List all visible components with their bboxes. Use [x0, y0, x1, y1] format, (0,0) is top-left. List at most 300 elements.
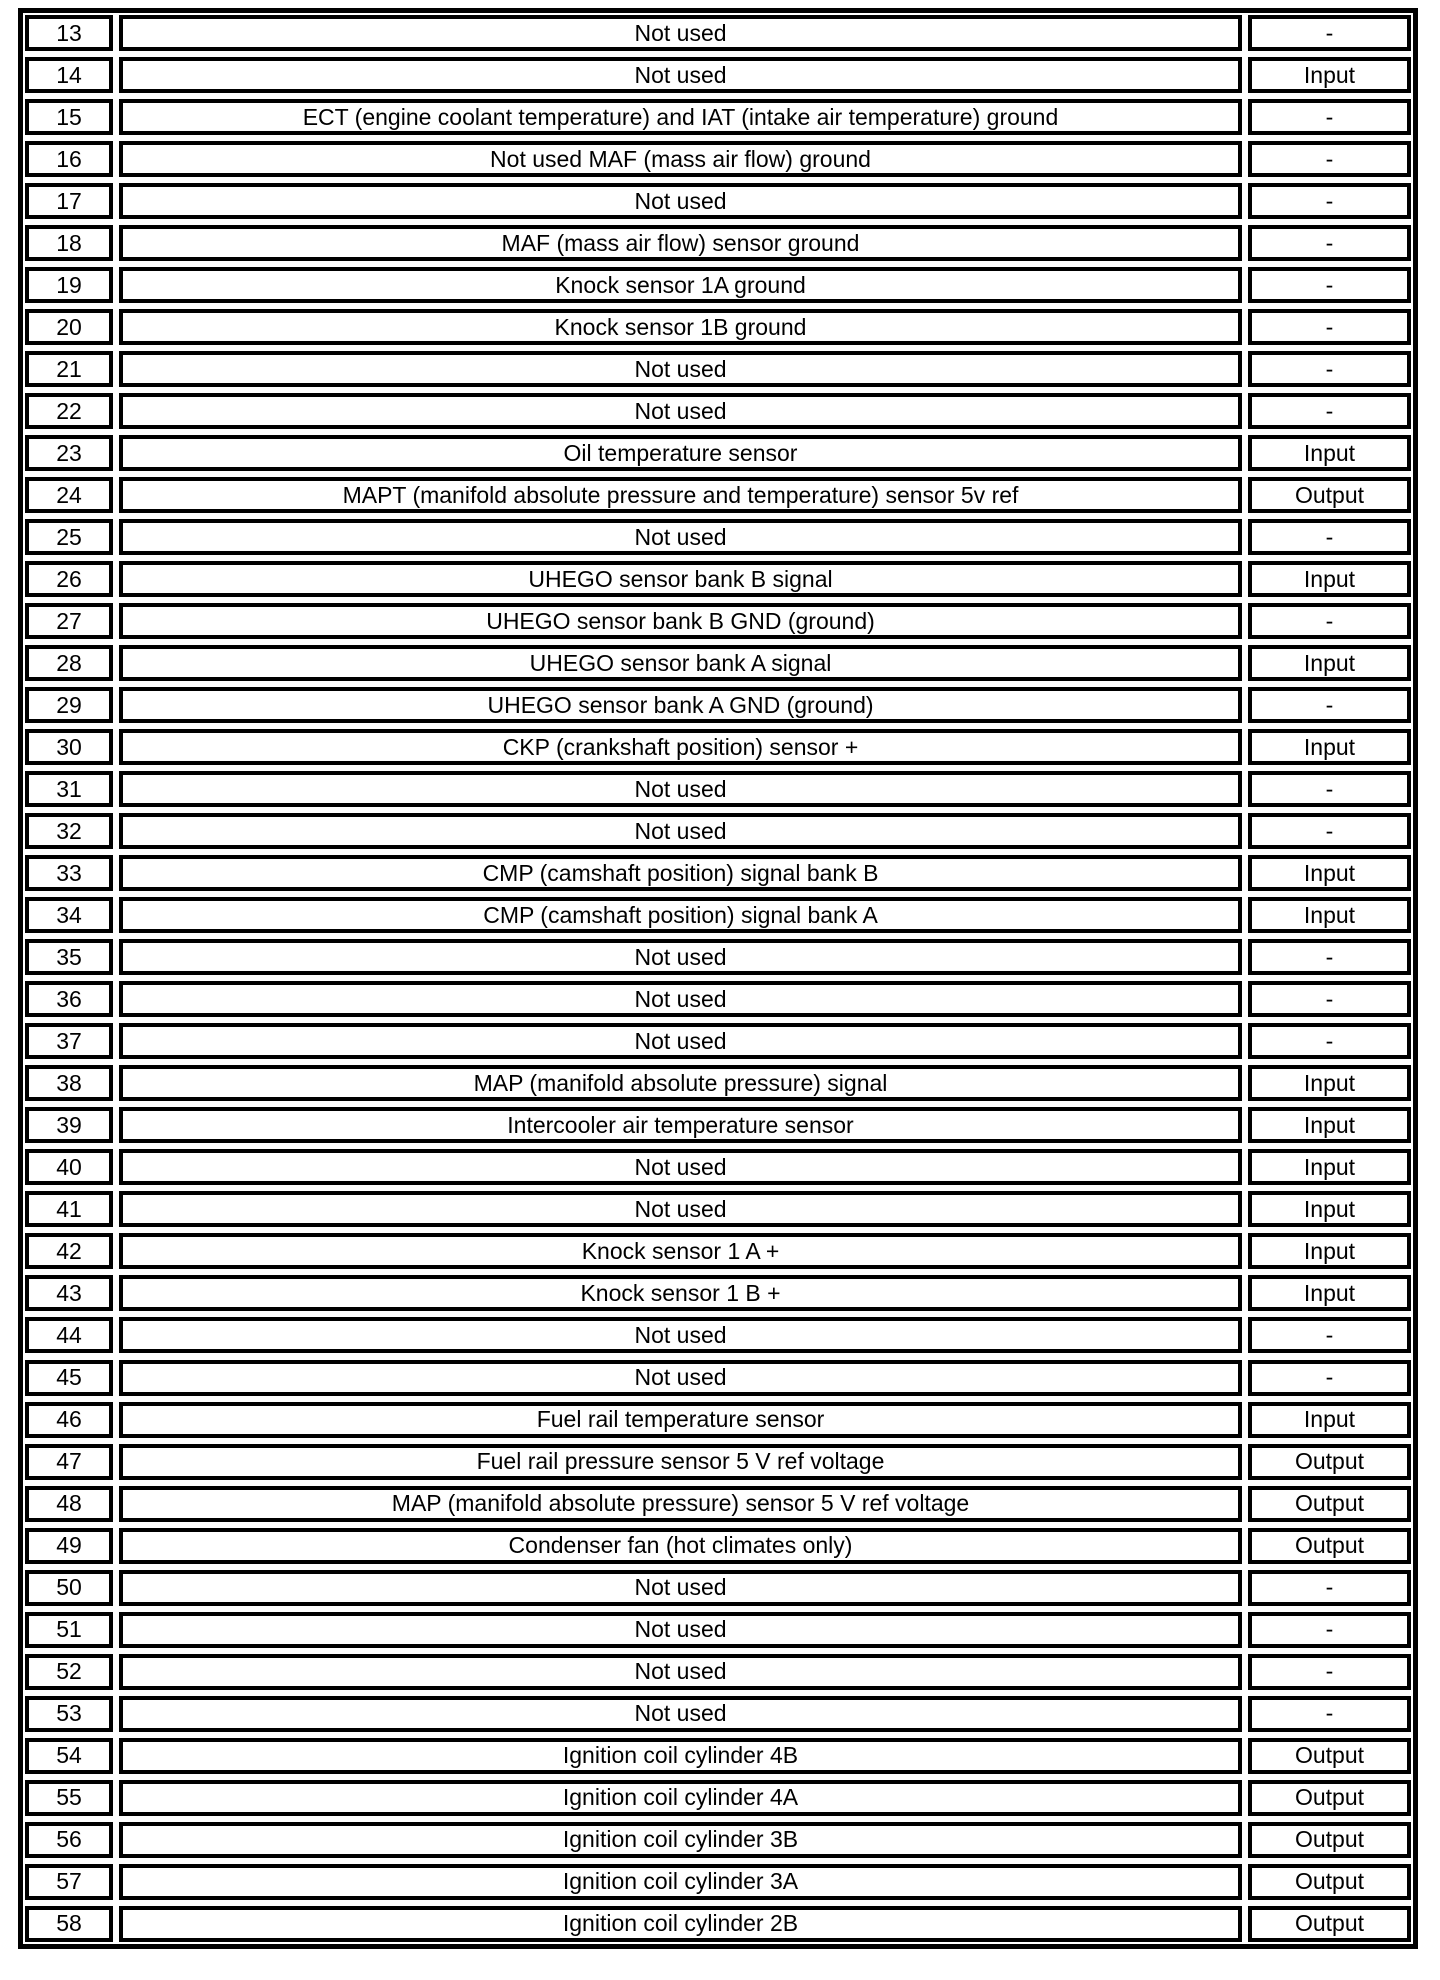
pin-cell	[25, 309, 113, 345]
io-label: Output	[1294, 1784, 1365, 1811]
description-cell	[119, 1780, 1242, 1816]
description-text: Fuel rail temperature sensor	[536, 1406, 825, 1433]
table-row	[25, 1906, 1411, 1942]
description-text: MAP (manifold absolute pressure) signal	[473, 1069, 888, 1096]
pin-cell	[25, 519, 113, 555]
table-row	[25, 1317, 1411, 1353]
description-cell	[119, 57, 1242, 93]
description-cell	[119, 477, 1242, 513]
io-cell	[1248, 1864, 1411, 1900]
pin-number: 21	[56, 355, 82, 382]
pin-number: 22	[56, 397, 82, 424]
io-label: -	[1325, 607, 1334, 634]
description-text: Not used	[634, 19, 727, 46]
io-cell	[1248, 1065, 1411, 1101]
pin-number: 13	[56, 19, 82, 46]
pin-number: 14	[56, 61, 82, 88]
pin-number: 32	[56, 817, 82, 844]
description-text: CKP (crankshaft position) sensor +	[502, 733, 859, 760]
description-cell	[119, 183, 1242, 219]
description-cell	[119, 393, 1242, 429]
table-row	[25, 183, 1411, 219]
table-row	[25, 1486, 1411, 1522]
io-cell	[1248, 1696, 1411, 1732]
description-cell	[119, 1065, 1242, 1101]
pin-number: 56	[56, 1826, 82, 1853]
pin-number: 39	[56, 1111, 82, 1138]
description-text: Not used	[634, 1616, 727, 1643]
io-cell	[1248, 99, 1411, 135]
description-cell	[119, 1360, 1242, 1396]
io-cell	[1248, 771, 1411, 807]
description-cell	[119, 603, 1242, 639]
description-cell	[119, 309, 1242, 345]
io-label: Input	[1303, 859, 1356, 886]
description-text: Ignition coil cylinder 3B	[562, 1826, 799, 1853]
io-label: Input	[1303, 1195, 1356, 1222]
io-label: -	[1325, 1364, 1334, 1390]
io-label: -	[1325, 1658, 1334, 1685]
io-cell	[1248, 1738, 1411, 1774]
pin-number: 26	[56, 565, 82, 592]
table-row	[25, 1275, 1411, 1311]
description-text: Not used	[634, 61, 727, 88]
io-label: -	[1325, 943, 1334, 970]
io-label: Input	[1303, 1069, 1356, 1096]
description-text: MAF (mass air flow) sensor ground	[501, 229, 860, 256]
pin-cell	[25, 1023, 113, 1059]
io-cell	[1248, 1191, 1411, 1227]
description-text: Ignition coil cylinder 4A	[562, 1784, 799, 1811]
io-label: -	[1325, 691, 1334, 718]
io-label: -	[1325, 19, 1334, 46]
description-cell	[119, 99, 1242, 135]
pin-cell	[25, 645, 113, 681]
pin-number: 20	[56, 313, 82, 340]
description-text: Knock sensor 1A ground	[555, 271, 806, 298]
description-cell	[119, 1444, 1242, 1480]
table-row	[25, 435, 1411, 471]
io-label: Input	[1303, 1111, 1356, 1138]
io-label: -	[1325, 817, 1334, 844]
description-cell	[119, 267, 1242, 303]
io-label: -	[1325, 523, 1334, 550]
pin-cell	[25, 897, 113, 933]
description-text: Knock sensor 1 A +	[581, 1237, 780, 1264]
table-row	[25, 729, 1411, 765]
table-row	[25, 1360, 1411, 1396]
description-cell	[119, 1612, 1242, 1648]
io-cell	[1248, 1822, 1411, 1858]
io-label: -	[1325, 397, 1334, 424]
io-cell	[1248, 519, 1411, 555]
pin-cell	[25, 1654, 113, 1690]
table-row	[25, 1444, 1411, 1480]
pin-cell	[25, 267, 113, 303]
io-cell	[1248, 687, 1411, 723]
io-cell	[1248, 1107, 1411, 1143]
pin-number: 52	[56, 1658, 82, 1685]
io-label: -	[1325, 1616, 1334, 1643]
table-row	[25, 771, 1411, 807]
description-cell	[119, 813, 1242, 849]
table-row	[25, 309, 1411, 345]
pin-number: 53	[56, 1700, 82, 1727]
io-cell	[1248, 981, 1411, 1017]
io-label: Output	[1294, 1826, 1365, 1853]
pin-cell	[25, 225, 113, 261]
pin-cell	[25, 1528, 113, 1564]
description-cell	[119, 1738, 1242, 1774]
io-cell	[1248, 309, 1411, 345]
io-label: Input	[1303, 1237, 1356, 1264]
description-text: Not used	[634, 985, 727, 1012]
pin-cell	[25, 813, 113, 849]
description-cell	[119, 1107, 1242, 1143]
io-cell	[1248, 267, 1411, 303]
description-text: Not used	[634, 1153, 727, 1180]
table-row	[25, 1780, 1411, 1816]
description-cell	[119, 141, 1242, 177]
pin-number: 54	[56, 1742, 82, 1769]
description-cell	[119, 1864, 1242, 1900]
table-row	[25, 1023, 1411, 1059]
description-text: Fuel rail pressure sensor 5 V ref voltage	[476, 1448, 885, 1475]
io-cell	[1248, 855, 1411, 891]
io-label: Input	[1303, 1279, 1356, 1306]
description-text: CMP (camshaft position) signal bank A	[483, 901, 878, 928]
table-row	[25, 1822, 1411, 1858]
table-row	[25, 1654, 1411, 1690]
description-cell	[119, 1696, 1242, 1732]
pin-cell	[25, 1738, 113, 1774]
io-label: -	[1325, 145, 1334, 172]
io-label: -	[1325, 775, 1334, 802]
description-cell	[119, 1233, 1242, 1269]
table-row	[25, 561, 1411, 597]
table-row	[25, 813, 1411, 849]
io-cell	[1248, 225, 1411, 261]
io-label: Input	[1303, 733, 1356, 760]
io-cell	[1248, 1233, 1411, 1269]
table-row	[25, 645, 1411, 681]
description-cell	[119, 1654, 1242, 1690]
description-cell	[119, 1528, 1242, 1564]
pin-number: 51	[56, 1616, 82, 1643]
table-row	[25, 603, 1411, 639]
io-label: -	[1325, 1321, 1334, 1348]
pin-cell	[25, 183, 113, 219]
description-text: Ignition coil cylinder 4B	[562, 1742, 799, 1769]
table-row	[25, 1696, 1411, 1732]
io-label: -	[1325, 1700, 1334, 1727]
io-label: -	[1325, 1574, 1334, 1601]
pin-number: 29	[56, 691, 82, 718]
io-label: Input	[1303, 1153, 1356, 1180]
pin-cell	[25, 981, 113, 1017]
pin-number: 47	[56, 1448, 82, 1475]
io-label: Output	[1294, 1532, 1365, 1559]
pin-cell	[25, 771, 113, 807]
description-text: Not used	[634, 1364, 727, 1390]
table-row	[25, 1402, 1411, 1438]
description-text: UHEGO sensor bank A signal	[529, 649, 832, 676]
io-cell	[1248, 645, 1411, 681]
description-cell	[119, 855, 1242, 891]
description-cell	[119, 981, 1242, 1017]
description-cell	[119, 897, 1242, 933]
io-cell	[1248, 183, 1411, 219]
description-text: Not used	[634, 523, 727, 550]
pin-cell	[25, 393, 113, 429]
pin-number: 23	[56, 439, 82, 466]
pin-number: 17	[56, 187, 82, 214]
description-text: Ignition coil cylinder 3A	[562, 1868, 799, 1895]
io-label: Output	[1294, 1910, 1365, 1937]
description-text: Condenser fan (hot climates only)	[508, 1532, 853, 1559]
io-cell	[1248, 1906, 1411, 1942]
pin-cell	[25, 1780, 113, 1816]
io-label: -	[1325, 355, 1334, 382]
description-text: UHEGO sensor bank B GND (ground)	[486, 607, 875, 634]
table-row	[25, 267, 1411, 303]
pin-number: 30	[56, 733, 82, 760]
io-cell	[1248, 15, 1411, 51]
description-text: Not used	[634, 1700, 727, 1727]
description-text: Not used	[634, 1027, 727, 1054]
pin-cell	[25, 687, 113, 723]
pin-number: 40	[56, 1153, 82, 1180]
description-text: Not used	[634, 355, 727, 382]
pin-cell	[25, 1864, 113, 1900]
pin-number: 46	[56, 1406, 82, 1433]
table-row	[25, 1107, 1411, 1143]
io-cell	[1248, 1612, 1411, 1648]
description-text: Not used	[634, 943, 727, 970]
pin-number: 16	[56, 145, 82, 172]
io-cell	[1248, 603, 1411, 639]
pin-cell	[25, 1486, 113, 1522]
io-cell	[1248, 1570, 1411, 1606]
description-text: MAPT (manifold absolute pressure and temperature) sensor 5v ref	[342, 481, 1019, 508]
pin-cell	[25, 57, 113, 93]
description-cell	[119, 225, 1242, 261]
io-label: Output	[1294, 481, 1365, 508]
pin-number: 48	[56, 1490, 82, 1517]
pin-cell	[25, 603, 113, 639]
pin-cell	[25, 1696, 113, 1732]
pin-number: 24	[56, 481, 82, 508]
io-label: -	[1325, 1027, 1334, 1054]
description-cell	[119, 1023, 1242, 1059]
description-cell	[119, 435, 1242, 471]
table-row	[25, 141, 1411, 177]
io-cell	[1248, 939, 1411, 975]
description-text: Not used	[634, 1574, 727, 1601]
io-cell	[1248, 1402, 1411, 1438]
io-cell	[1248, 1360, 1411, 1396]
pin-number: 49	[56, 1532, 82, 1559]
description-text: Knock sensor 1B ground	[554, 313, 807, 340]
pin-cell	[25, 1191, 113, 1227]
pin-number: 45	[56, 1364, 82, 1390]
pin-number: 37	[56, 1027, 82, 1054]
description-text: Knock sensor 1 B +	[580, 1279, 781, 1306]
io-cell	[1248, 393, 1411, 429]
io-label: -	[1325, 103, 1334, 130]
pin-cell	[25, 15, 113, 51]
pin-cell	[25, 1317, 113, 1353]
pin-number: 55	[56, 1784, 82, 1811]
pin-number: 34	[56, 901, 82, 928]
pin-cell	[25, 1402, 113, 1438]
pin-number: 27	[56, 607, 82, 634]
pin-number: 19	[56, 271, 82, 298]
table-row	[25, 1149, 1411, 1185]
io-label: -	[1325, 271, 1334, 298]
io-cell	[1248, 1528, 1411, 1564]
io-cell	[1248, 1275, 1411, 1311]
description-cell	[119, 729, 1242, 765]
description-cell	[119, 1149, 1242, 1185]
io-cell	[1248, 435, 1411, 471]
io-cell	[1248, 477, 1411, 513]
io-cell	[1248, 729, 1411, 765]
io-cell	[1248, 897, 1411, 933]
pin-cell	[25, 1275, 113, 1311]
pin-cell	[25, 477, 113, 513]
pin-number: 58	[56, 1910, 82, 1937]
description-text: Not used	[634, 817, 727, 844]
description-text: Intercooler air temperature sensor	[507, 1111, 854, 1138]
pin-number: 33	[56, 859, 82, 886]
table-row	[25, 99, 1411, 135]
table-row	[25, 1065, 1411, 1101]
io-label: Output	[1294, 1742, 1365, 1769]
table-row	[25, 687, 1411, 723]
table-row	[25, 1570, 1411, 1606]
pin-number: 18	[56, 229, 82, 256]
table-row	[25, 897, 1411, 933]
table-row	[25, 477, 1411, 513]
pin-cell	[25, 1444, 113, 1480]
description-cell	[119, 1275, 1242, 1311]
description-text: Oil temperature sensor	[563, 439, 798, 466]
pin-number: 50	[56, 1574, 82, 1601]
io-cell	[1248, 57, 1411, 93]
description-text: ECT (engine coolant temperature) and IAT (intake air temperature) ground	[302, 103, 1059, 130]
io-cell	[1248, 141, 1411, 177]
table-row	[25, 225, 1411, 261]
table-row	[25, 981, 1411, 1017]
pin-number: 44	[56, 1321, 82, 1348]
table-row	[25, 1528, 1411, 1564]
io-label: Input	[1303, 901, 1356, 928]
pin-cell	[25, 561, 113, 597]
description-cell	[119, 351, 1242, 387]
description-text: Not used	[634, 1195, 727, 1222]
pin-number: 41	[56, 1195, 82, 1222]
pin-number: 25	[56, 523, 82, 550]
pin-cell	[25, 435, 113, 471]
io-cell	[1248, 561, 1411, 597]
table-row	[25, 939, 1411, 975]
io-label: Input	[1303, 1406, 1356, 1433]
pin-cell	[25, 1822, 113, 1858]
io-cell	[1248, 351, 1411, 387]
io-label: Output	[1294, 1490, 1365, 1517]
pin-number: 36	[56, 985, 82, 1012]
io-label: Output	[1294, 1868, 1365, 1895]
io-cell	[1248, 1780, 1411, 1816]
table-row	[25, 1233, 1411, 1269]
description-cell	[119, 519, 1242, 555]
table-row	[25, 351, 1411, 387]
description-cell	[119, 1191, 1242, 1227]
table-row	[25, 1612, 1411, 1648]
io-label: Input	[1303, 649, 1356, 676]
io-cell	[1248, 1317, 1411, 1353]
pin-cell	[25, 351, 113, 387]
pin-cell	[25, 939, 113, 975]
io-label: Output	[1294, 1448, 1365, 1475]
io-cell	[1248, 1023, 1411, 1059]
io-label: Input	[1303, 61, 1356, 88]
pin-number: 38	[56, 1069, 82, 1096]
description-cell	[119, 1570, 1242, 1606]
io-label: -	[1325, 985, 1334, 1012]
description-cell	[119, 939, 1242, 975]
io-label: -	[1325, 313, 1334, 340]
pin-number: 15	[56, 103, 82, 130]
table-row	[25, 393, 1411, 429]
pin-cell	[25, 1149, 113, 1185]
pin-number: 35	[56, 943, 82, 970]
description-cell	[119, 1317, 1242, 1353]
table-row	[25, 855, 1411, 891]
description-cell	[119, 1402, 1242, 1438]
pin-cell	[25, 141, 113, 177]
description-cell	[119, 771, 1242, 807]
pin-cell	[25, 1233, 113, 1269]
description-text: UHEGO sensor bank A GND (ground)	[487, 691, 874, 718]
table-row	[25, 1864, 1411, 1900]
table-row	[25, 519, 1411, 555]
pin-cell	[25, 855, 113, 891]
pin-number: 42	[56, 1237, 82, 1264]
pin-cell	[25, 729, 113, 765]
pin-cell	[25, 1612, 113, 1648]
io-cell	[1248, 1444, 1411, 1480]
pin-number: 28	[56, 649, 82, 676]
description-cell	[119, 687, 1242, 723]
io-label: Input	[1303, 439, 1356, 466]
description-text: Not used	[634, 187, 727, 214]
description-cell	[119, 1906, 1242, 1942]
io-label: -	[1325, 229, 1334, 256]
table-row	[25, 1738, 1411, 1774]
pin-cell	[25, 1065, 113, 1101]
pin-cell	[25, 99, 113, 135]
io-cell	[1248, 1149, 1411, 1185]
table-row	[25, 1191, 1411, 1227]
io-cell	[1248, 1654, 1411, 1690]
io-label: -	[1325, 187, 1334, 214]
description-text: Not used MAF (mass air flow) ground	[490, 145, 871, 172]
description-text: MAP (manifold absolute pressure) sensor 5 V ref voltage	[391, 1490, 970, 1517]
description-text: Not used	[634, 397, 727, 424]
pin-cell	[25, 1570, 113, 1606]
